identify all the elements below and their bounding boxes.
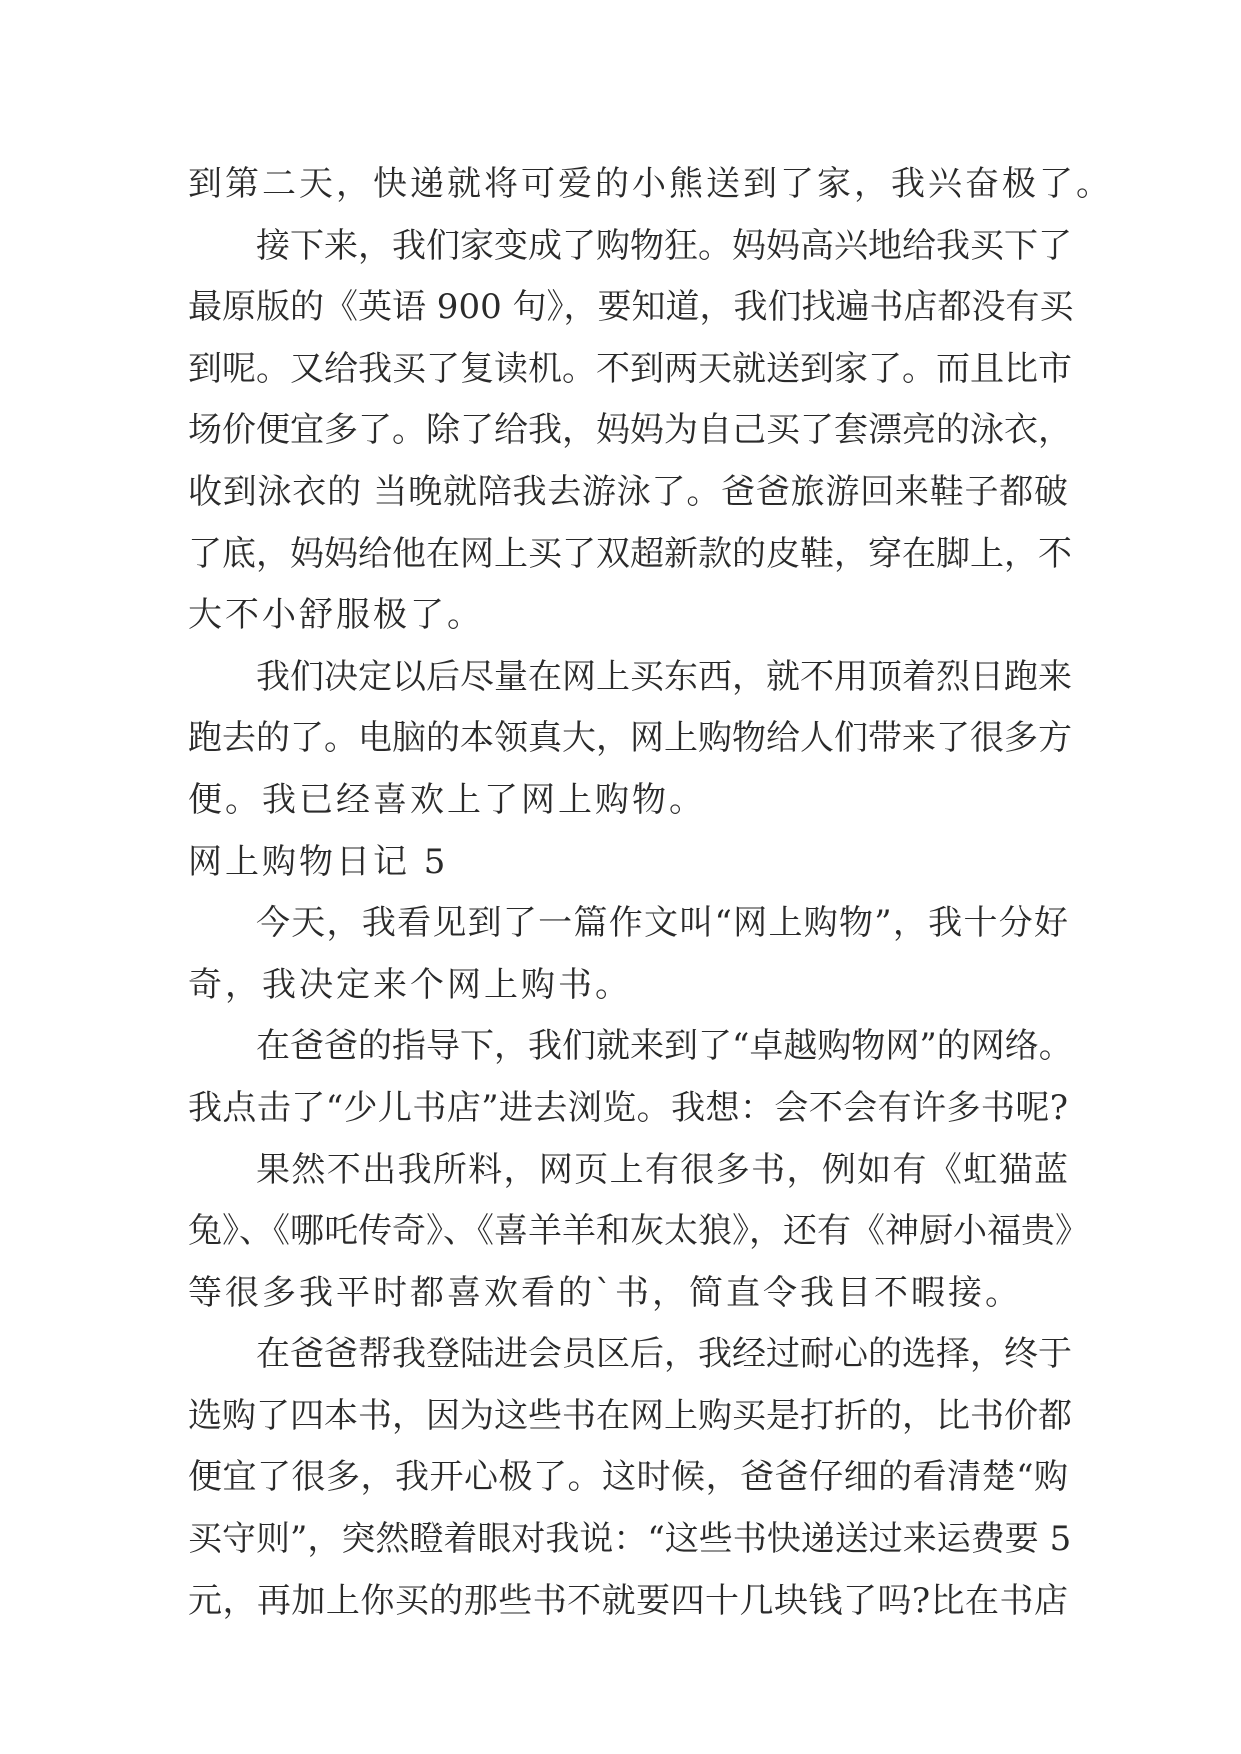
text-line: 买守则”，突然瞪着眼对我说：“这些书快递送过来运费要 5 (188, 1519, 1072, 1560)
text-line: 便宜了很多，我开心极了。这时候，爸爸仔细的看清楚“购 (188, 1457, 1068, 1498)
text-line: 场价便宜多了。除了给我，妈妈为自己买了套漂亮的泳衣， (188, 410, 1072, 451)
text-line: 等很多我平时都喜欢看的`书，简直令我目不暇接。 (188, 1272, 1022, 1313)
text-line: 到呢。又给我买了复读机。不到两天就送到家了。而且比市 (188, 348, 1072, 389)
text-line: 了底，妈妈给他在网上买了双超新款的皮鞋，穿在脚上，不 (188, 533, 1072, 574)
text-line: 大不小舒服极了。 (188, 595, 484, 636)
text-line: 便。我已经喜欢上了网上购物。 (188, 779, 706, 820)
text-line: 收到泳衣的 当晚就陪我去游泳了。爸爸旅游回来鞋子都破 (188, 471, 1068, 512)
text-line: 兔》、《哪吒传奇》、《喜羊羊和灰太狼》，还有《神厨小福贵》 (188, 1211, 1089, 1252)
text-line: 选购了四本书，因为这些书在网上购买是打折的，比书价都 (188, 1395, 1072, 1436)
text-line: 今天，我看见到了一篇作文叫“网上购物”，我十分好 (256, 903, 1068, 944)
text-line: 我点击了“少儿书店”进去浏览。我想：会不会有许多书呢? (188, 1087, 1068, 1128)
text-line: 最原版的《英语 900 句》，要知道，我们找遍书店都没有买 (188, 287, 1074, 328)
text-line: 奇，我决定来个网上购书。 (188, 964, 632, 1005)
text-line: 到第二天，快递就将可爱的小熊送到了家，我兴奋极了。 (188, 164, 1113, 204)
text-line: 果然不出我所料，网页上有很多书，例如有《虹猫蓝 (256, 1149, 1068, 1190)
text-line: 我们决定以后尽量在网上买东西，就不用顶着烈日跑来 (256, 656, 1072, 697)
text-line: 跑去的了。电脑的本领真大，网上购物给人们带来了很多方 (188, 718, 1072, 759)
text-line: 在爸爸的指导下，我们就来到了“卓越购物网”的网络。 (256, 1026, 1073, 1067)
text-line: 元，再加上你买的那些书不就要四十几块钱了吗?比在书店 (188, 1580, 1068, 1621)
document-body (188, 154, 1113, 1632)
text-line: 在爸爸帮我登陆进会员区后，我经过耐心的选择，终于 (256, 1334, 1072, 1375)
section-heading: 网上购物日记 5 (188, 841, 449, 882)
text-line: 接下来，我们家变成了购物狂。妈妈高兴地给我买下了 (256, 225, 1072, 266)
